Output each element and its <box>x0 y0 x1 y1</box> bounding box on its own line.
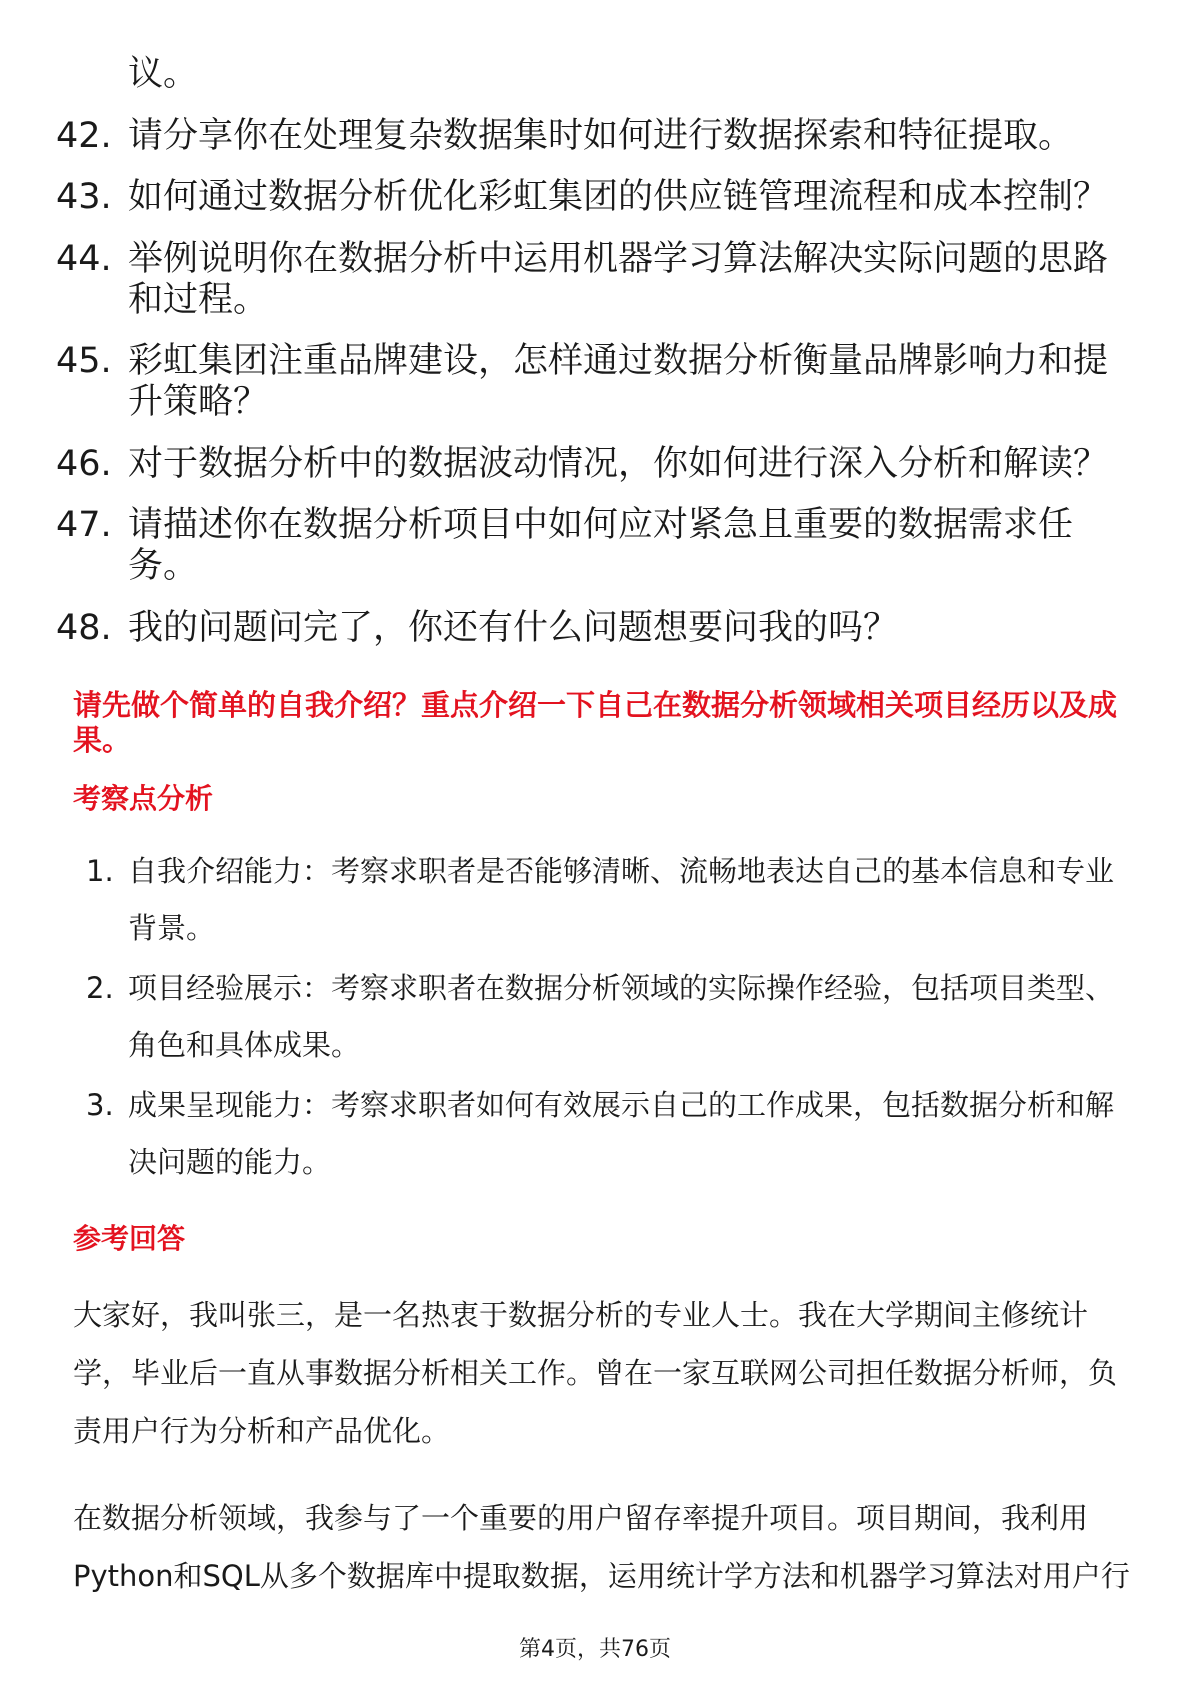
analysis-item-line: 成果呈现能力：考察求职者如何有效展示自己的工作成果，包括数据分析和解 <box>128 1088 1115 1122</box>
analysis-item-number: 2. <box>86 971 114 1005</box>
question-number: 46. <box>56 443 112 484</box>
analysis-list <box>0 843 1190 1191</box>
reference-paragraph <box>73 1286 1117 1460</box>
question-number: 42. <box>56 115 112 156</box>
question-item-48 <box>0 608 1190 649</box>
question-item-43 <box>0 177 1190 218</box>
question-number: 45. <box>56 341 112 381</box>
question-heading <box>73 688 1117 758</box>
analysis-title: 考察点分析 <box>73 782 214 815</box>
reference-paragraph <box>73 1489 1130 1605</box>
question-number: 47. <box>56 505 112 545</box>
question-text-line: 对于数据分析中的数据波动情况，你如何进行深入分析和解读？ <box>128 443 1109 484</box>
analysis-item <box>0 843 1190 957</box>
question-list <box>0 54 1190 649</box>
question-number: 44. <box>56 238 112 279</box>
paragraph-line: 责用户行为分析和产品优化。 <box>73 1414 451 1448</box>
analysis-item-line: 角色和具体成果。 <box>128 1028 361 1062</box>
question-text-line: 请描述你在数据分析项目中如何应对紧急且重要的数据需求任 <box>128 505 1074 545</box>
question-number: 48. <box>56 607 112 648</box>
question-text-line: 彩虹集团注重品牌建设，怎样通过数据分析衡量品牌影响力和提 <box>128 341 1109 381</box>
reference-title: 参考回答 <box>73 1222 186 1255</box>
question-text-line: 举例说明你在数据分析中运用机器学习算法解决实际问题的思路 <box>128 238 1109 279</box>
question-item-47 <box>0 505 1190 587</box>
analysis-item-line: 项目经验展示：考察求职者在数据分析领域的实际操作经验，包括项目类型、 <box>128 971 1115 1005</box>
question-text-line: 我的问题问完了，你还有什么问题想要问我的吗？ <box>128 607 899 648</box>
question-heading-line: 请先做个简单的自我介绍？重点介绍一下自己在数据分析领域相关项目经历以及成 <box>73 688 1118 722</box>
question-item-46 <box>0 444 1190 485</box>
analysis-item <box>0 960 1190 1074</box>
question-text-line: 和过程。 <box>128 279 269 320</box>
question-continuation <box>0 54 1190 95</box>
analysis-item <box>0 1077 1190 1191</box>
question-text-line: 升策略？ <box>128 382 269 422</box>
question-text-line: 请分享你在处理复杂数据集时如何进行数据探索和特征提取。 <box>128 115 1074 156</box>
question-item-44 <box>0 239 1190 321</box>
analysis-item-line: 背景。 <box>128 911 216 945</box>
question-number: 43. <box>56 177 112 217</box>
question-item-45 <box>0 341 1190 423</box>
page-footer: 第4页，共76页 <box>519 1637 671 1662</box>
analysis-item-number: 1. <box>86 854 114 888</box>
continuation-line: 议。 <box>128 54 199 94</box>
question-item-42 <box>0 116 1190 157</box>
analysis-item-line: 决问题的能力。 <box>128 1145 332 1179</box>
paragraph-line: Python和SQL从多个数据库中提取数据，运用统计学方法和机器学习算法对用户行 <box>73 1559 1130 1593</box>
question-text-line: 如何通过数据分析优化彩虹集团的供应链管理流程和成本控制？ <box>128 177 1109 217</box>
paragraph-line: 在数据分析领域，我参与了一个重要的用户留存率提升项目。项目期间，我利用 <box>73 1501 1089 1535</box>
analysis-item-line: 自我介绍能力：考察求职者是否能够清晰、流畅地表达自己的基本信息和专业 <box>128 854 1115 888</box>
paragraph-line: 学，毕业后一直从事数据分析相关工作。曾在一家互联网公司担任数据分析师，负 <box>73 1356 1118 1390</box>
paragraph-line: 大家好，我叫张三，是一名热衷于数据分析的专业人士。我在大学期间主修统计 <box>73 1298 1089 1332</box>
question-text-line: 务。 <box>128 546 199 586</box>
analysis-item-number: 3. <box>86 1088 114 1122</box>
question-heading-line: 果。 <box>73 723 132 757</box>
